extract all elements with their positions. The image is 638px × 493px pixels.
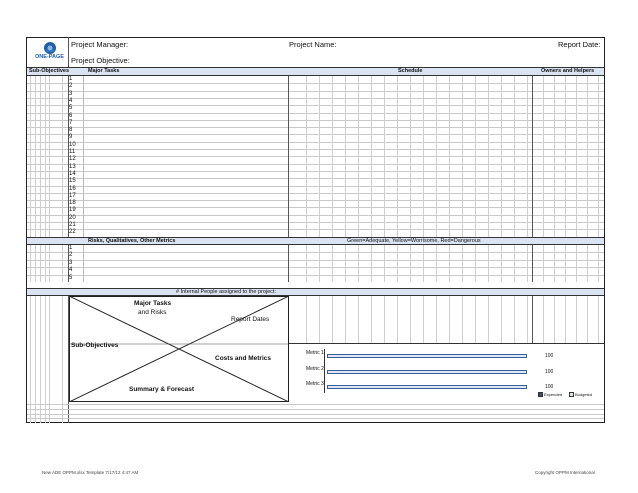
schedule-col-line (358, 76, 359, 237)
bottom-schedule-line (306, 296, 307, 343)
schedule-col-line (306, 76, 307, 237)
grid-row-line (27, 178, 604, 179)
grid-row-line (27, 91, 604, 92)
col-schedule: Schedule (398, 68, 423, 74)
schedule-col-line (527, 76, 528, 237)
bottom-schedule-line (514, 296, 515, 343)
schedule-col-line (449, 245, 450, 282)
schedule-col-line (358, 245, 359, 282)
footer-right: Copyright OPPM International (535, 470, 595, 475)
col-major-tasks: Major Tasks (88, 68, 120, 74)
metric-1-label: Metric 1 (306, 350, 324, 356)
people-row-label: # Internal People assigned to the project: (176, 289, 276, 295)
metric-3-value: 100 (545, 384, 554, 390)
grid-col-divider (288, 76, 289, 237)
project-manager-label: Project Manager: (71, 40, 129, 49)
owner-col-line (576, 76, 577, 237)
bottom-owner-line (598, 296, 599, 343)
grid-col-line (49, 245, 50, 282)
row-number: 9 (69, 134, 73, 141)
grid-col-divider (288, 245, 289, 282)
bottom-schedule-line (319, 296, 320, 343)
grid-row-line (27, 120, 604, 121)
grid-col-line (45, 76, 46, 237)
grid-row-line (27, 200, 604, 201)
schedule-col-line (488, 245, 489, 282)
schedule-col-line (397, 245, 398, 282)
row-number: 6 (69, 112, 73, 119)
bottom-schedule-line (384, 296, 385, 343)
schedule-col-line (514, 76, 515, 237)
row-number: 4 (69, 97, 73, 104)
metric-2-label: Metric 2 (306, 366, 324, 372)
grid-col-line (62, 76, 63, 237)
owner-col-line (587, 76, 588, 237)
bottom-schedule-line (475, 296, 476, 343)
row-number: 1 (69, 245, 73, 251)
col-owners: Owners and Helpers (541, 68, 595, 74)
owner-col-line (565, 76, 566, 237)
bottom-schedule-line (345, 296, 346, 343)
row-number: 4 (69, 267, 73, 274)
schedule-col-line (436, 245, 437, 282)
bottom-row-line (27, 409, 604, 410)
schedule-col-line (345, 245, 346, 282)
bottom-divider (532, 296, 533, 343)
bottom-owner-line (587, 296, 588, 343)
metrics-panel (289, 343, 604, 403)
bottom-owner-line (565, 296, 566, 343)
row-number: 7 (69, 119, 73, 126)
grid-row-line (27, 215, 604, 216)
grid-row-line (27, 275, 604, 276)
x-and-risks: and Risks (138, 309, 167, 316)
grid-row-line (27, 134, 604, 135)
x-costs-metrics: Costs and Metrics (215, 355, 271, 362)
schedule-col-line (423, 76, 424, 237)
metric-3-label: Metric 3 (306, 381, 324, 387)
row-number: 22 (69, 229, 76, 236)
risk-grid (27, 245, 604, 282)
owner-col-line (598, 76, 599, 237)
row-number: 12 (69, 156, 76, 163)
schedule-col-line (423, 245, 424, 282)
row-number: 21 (69, 222, 76, 228)
schedule-col-line (449, 76, 450, 237)
grid-row-line (27, 105, 604, 106)
metric-1-value: 100 (545, 353, 554, 359)
grid-row-line (27, 207, 604, 208)
bottom-schedule-line (397, 296, 398, 343)
owner-col-line (576, 245, 577, 282)
grid-col-line (40, 245, 41, 282)
bottom-schedule-line (488, 296, 489, 343)
bottom-owner-line (554, 296, 555, 343)
x-report-dates: Report Dates (231, 316, 270, 323)
row-number: 2 (69, 252, 73, 259)
footer-left: New ADE OPPM.xlsx Template 7/17/12 4:47 AM (42, 470, 139, 475)
schedule-col-line (410, 76, 411, 237)
bottom-owner-line (543, 296, 544, 343)
grid-row-line (27, 156, 604, 157)
row-number: 2 (69, 83, 73, 90)
grid-row-line (27, 267, 604, 268)
schedule-col-line (462, 76, 463, 237)
grid-col-line (62, 245, 63, 282)
row-number: 1 (69, 76, 73, 82)
project-objective-label: Project Objective: (71, 56, 130, 65)
x-sub-objectives: Sub-Objectives (71, 342, 119, 349)
schedule-col-line (332, 245, 333, 282)
bottom-schedule-line (462, 296, 463, 343)
schedule-col-line (319, 76, 320, 237)
metric-3-bar (327, 385, 527, 389)
schedule-col-line (384, 245, 385, 282)
metric-1-bar (327, 354, 527, 358)
schedule-col-line (514, 245, 515, 282)
logo (34, 40, 66, 64)
grid-row-line (27, 98, 604, 99)
row-number: 11 (69, 149, 76, 155)
legend-expended: Expended (538, 392, 562, 397)
bottom-row-line (27, 404, 604, 405)
row-number: 8 (69, 127, 73, 134)
logo-mark-icon (34, 40, 66, 64)
grid-col-line (30, 245, 31, 282)
bottom-row-line (27, 418, 604, 419)
grid-col-line (30, 76, 31, 237)
row-number: 20 (69, 214, 76, 221)
grid-row-line (27, 193, 604, 194)
schedule-col-line (332, 76, 333, 237)
task-grid (27, 76, 604, 237)
grid-row-line (27, 186, 604, 187)
grid-col-divider (532, 76, 533, 237)
row-number: 14 (69, 170, 76, 177)
schedule-col-line (371, 76, 372, 237)
row-number: 18 (69, 200, 76, 207)
schedule-col-line (462, 245, 463, 282)
bottom-schedule-line (423, 296, 424, 343)
schedule-col-line (475, 245, 476, 282)
schedule-col-line (306, 245, 307, 282)
bottom-schedule-line (358, 296, 359, 343)
row-number: 17 (69, 192, 76, 199)
bottom-schedule-line (449, 296, 450, 343)
people-row-bar (27, 288, 604, 296)
legend-budgeted: Budgeted (569, 392, 592, 397)
grid-row-line (27, 252, 604, 253)
row-number: 5 (69, 105, 73, 112)
metrics-axis (324, 349, 325, 393)
budgeted-swatch-icon (569, 392, 574, 397)
x-major-tasks: Major Tasks (134, 300, 172, 307)
bottom-schedule-line (410, 296, 411, 343)
project-name-label: Project Name: (289, 40, 337, 49)
expended-swatch-icon (538, 392, 543, 397)
row-number: 13 (69, 163, 76, 170)
metric-2-bar (327, 370, 527, 374)
grid-row-line (27, 142, 604, 143)
grid-row-line (27, 229, 604, 230)
row-number: 10 (69, 141, 76, 148)
grid-row-line (27, 164, 604, 165)
logo-text: ONE-PAGE (35, 54, 64, 60)
grid-row-line (27, 113, 604, 114)
owner-col-line (587, 245, 588, 282)
grid-row-line (27, 222, 604, 223)
grid-col-divider (532, 245, 533, 282)
schedule-col-line (475, 76, 476, 237)
grid-col-line (35, 245, 36, 282)
grid-col-line (45, 245, 46, 282)
metric-2-value: 100 (545, 369, 554, 375)
grid-col-line (40, 76, 41, 237)
bottom-schedule-line (332, 296, 333, 343)
grid-row-line (27, 83, 604, 84)
row-number: 3 (69, 90, 73, 97)
row-number: 3 (69, 259, 73, 266)
schedule-col-line (397, 76, 398, 237)
owner-col-line (565, 245, 566, 282)
bottom-row-line (27, 414, 604, 415)
grid-col-line (35, 76, 36, 237)
owner-col-line (543, 245, 544, 282)
risk-number-column (68, 245, 88, 282)
schedule-col-line (501, 245, 502, 282)
schedule-col-line (501, 76, 502, 237)
row-number: 16 (69, 185, 76, 192)
grid-row-line (27, 171, 604, 172)
risks-header: Risks, Qualitatives, Other Metrics (88, 238, 176, 244)
header-divider (68, 37, 69, 67)
bottom-schedule-line (501, 296, 502, 343)
schedule-col-line (345, 76, 346, 237)
row-number: 19 (69, 207, 76, 214)
owner-col-line (598, 245, 599, 282)
bottom-schedule-line (371, 296, 372, 343)
task-number-column (68, 76, 88, 237)
schedule-col-line (410, 245, 411, 282)
row-number: 15 (69, 178, 76, 185)
report-date-label: Report Date: (558, 40, 601, 49)
schedule-col-line (384, 76, 385, 237)
schedule-col-line (319, 245, 320, 282)
row-number: 5 (69, 274, 73, 281)
owner-col-line (554, 76, 555, 237)
x-summary-forecast: Summary & Forecast (129, 386, 195, 393)
owner-col-line (554, 245, 555, 282)
owner-col-line (543, 76, 544, 237)
bottom-schedule-line (436, 296, 437, 343)
risks-legend: Green=Adequate, Yellow=Worrisome, Red=Dangerous (347, 238, 481, 244)
grid-row-line (27, 260, 604, 261)
schedule-col-line (436, 76, 437, 237)
schedule-col-line (371, 245, 372, 282)
grid-row-line (27, 127, 604, 128)
schedule-col-line (488, 76, 489, 237)
bottom-schedule-line (527, 296, 528, 343)
grid-col-line (49, 76, 50, 237)
grid-row-line (27, 149, 604, 150)
schedule-col-line (527, 245, 528, 282)
col-sub-objectives: Sub-Objectives (29, 68, 70, 74)
bottom-owner-line (576, 296, 577, 343)
